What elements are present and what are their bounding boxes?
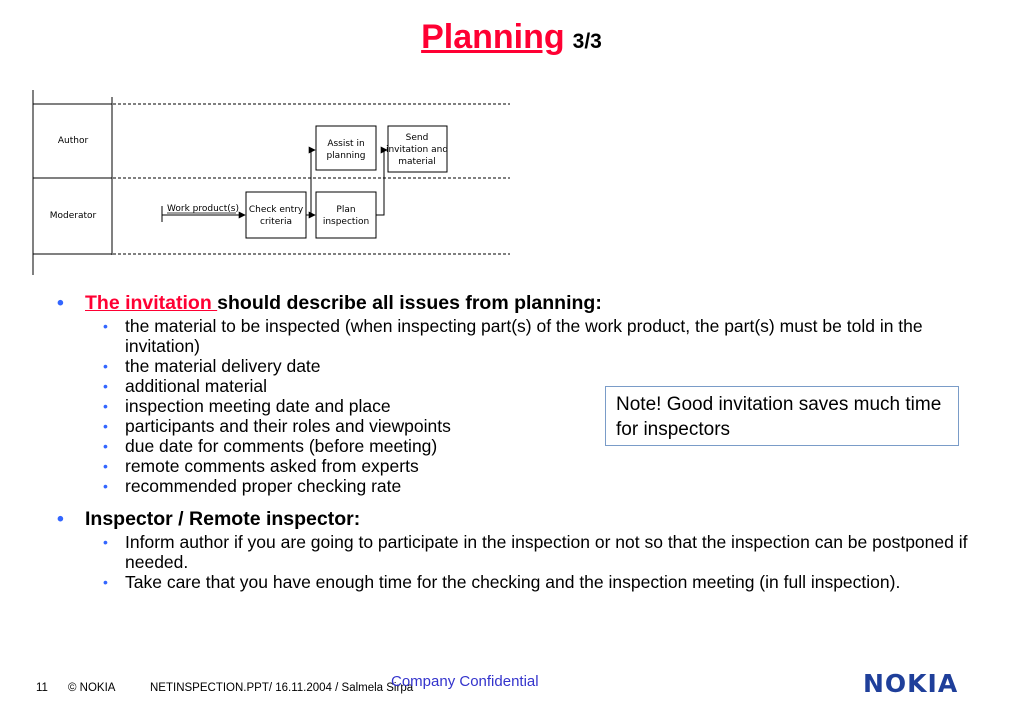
box-plan-line1: Plan: [336, 205, 356, 215]
bullet-icon: •: [103, 358, 108, 374]
footer-copyright: © NOKIA: [68, 682, 116, 694]
list-item: • the material to be inspected (when inspecting part(s) of the work product, the part(s) must be told in the invitation): [103, 316, 923, 356]
footer-confidential: Company Confidential: [391, 673, 539, 690]
arrow-to-assist: [311, 150, 315, 215]
footer-file-info: NETINSPECTION.PPT/ 16.11.2004 / Salmela Sirpa: [150, 682, 414, 694]
bullet-icon: •: [103, 318, 108, 334]
inspector-heading: Inspector / Remote inspector:: [85, 508, 361, 530]
title-sub: 3/3: [572, 30, 602, 53]
box-send-line2: invitation and: [385, 145, 449, 155]
section-invitation: [57, 292, 977, 314]
bullet-icon: •: [103, 574, 108, 590]
list-item: • remote comments asked from experts: [103, 456, 419, 476]
box-plan-inspection: [316, 192, 376, 238]
nokia-logo: NOKIA: [863, 669, 959, 698]
inspector-items: [57, 532, 977, 592]
invitation-heading-red: The invitation: [85, 292, 218, 314]
box-check-line1: Check entry: [248, 205, 304, 215]
bullet-icon: •: [103, 478, 108, 494]
section-inspector: [57, 508, 977, 530]
bullet-icon: •: [103, 458, 108, 474]
list-item: • inspection meeting date and place: [103, 396, 391, 416]
box-assist-line2: planning: [326, 151, 366, 161]
process-diagram: [0, 0, 520, 280]
bullet-icon: •: [103, 534, 108, 550]
box-send-line3: material: [398, 157, 436, 167]
title-main: Planning: [421, 18, 565, 56]
input-label: Work product(s): [167, 204, 239, 214]
box-assist-line1: Assist in: [327, 139, 365, 149]
role-author: Author: [57, 136, 89, 146]
footer-page-number: 11: [36, 682, 48, 694]
box-check-entry: [246, 192, 306, 238]
bullet-icon: •: [103, 398, 108, 414]
list-item: • Inform author if you are going to participate in the inspection or not so that the inspection can be postponed if needed.: [103, 532, 968, 572]
list-item: • recommended proper checking rate: [103, 476, 402, 496]
box-send-line1: Send: [405, 133, 429, 143]
bullet-icon: •: [57, 508, 64, 530]
list-item: • Take care that you have enough time for the checking and the inspection meeting (in full inspection).: [103, 572, 901, 592]
arrow-plan-to-send: [376, 150, 387, 215]
note-box: Note! Good invitation saves much time for inspectors: [605, 386, 959, 446]
list-item: • the material delivery date: [103, 356, 321, 376]
bullet-icon: •: [103, 438, 108, 454]
role-moderator: Moderator: [49, 211, 97, 221]
list-item: • participants and their roles and viewpoints: [103, 416, 451, 436]
list-item: • additional material: [103, 376, 268, 396]
bullet-icon: •: [103, 378, 108, 394]
list-item: • due date for comments (before meeting): [103, 436, 438, 456]
invitation-heading-rest: should describe all issues from planning:: [217, 292, 602, 314]
box-check-line2: criteria: [260, 217, 292, 227]
bullet-icon: •: [103, 418, 108, 434]
bullet-icon: •: [57, 292, 64, 314]
box-plan-line2: inspection: [322, 217, 370, 227]
